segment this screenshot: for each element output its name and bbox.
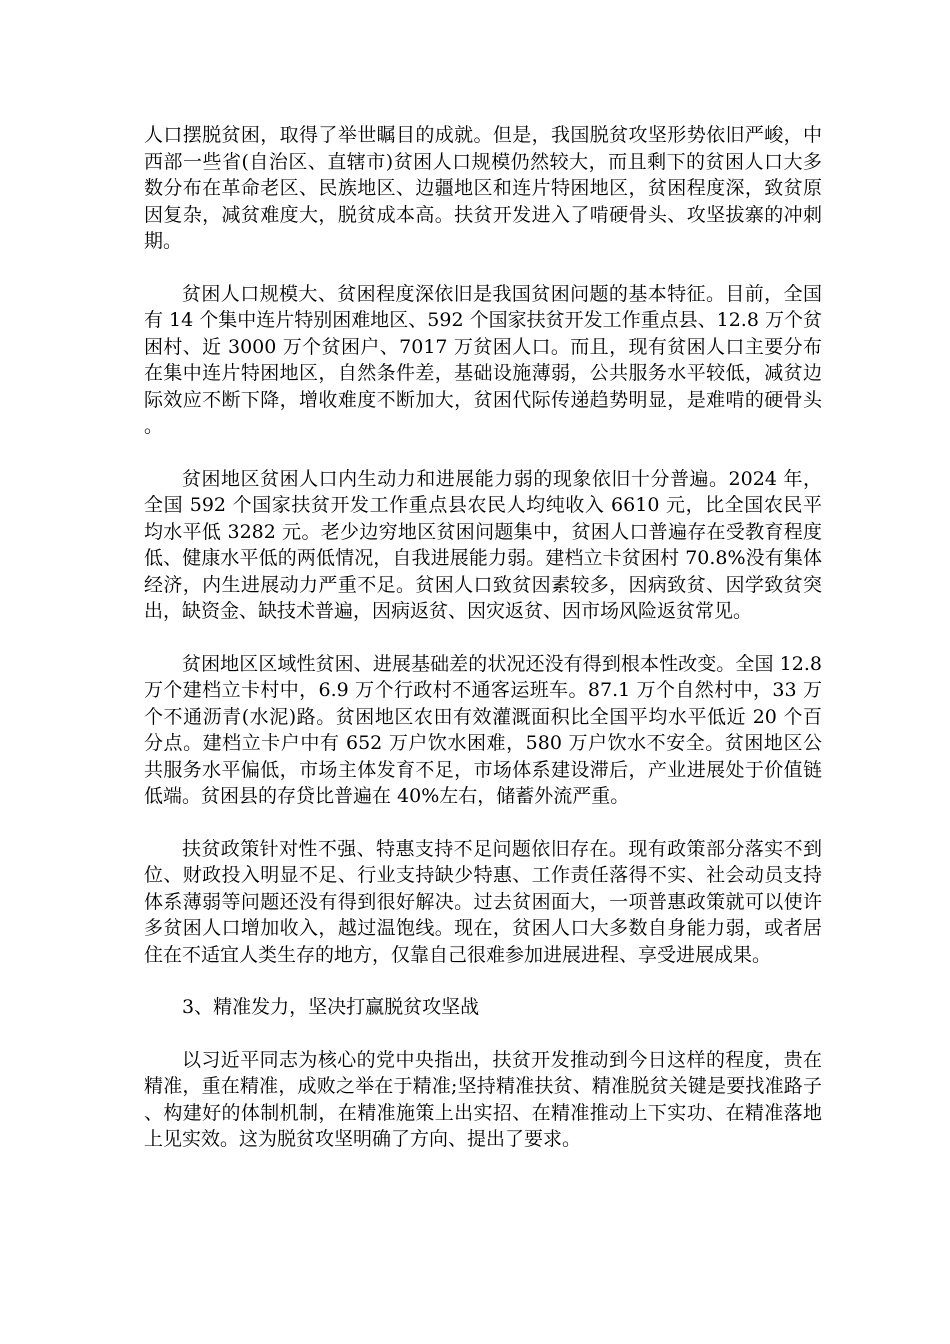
paragraph-development-capacity: 贫困地区贫困人口内生动力和进展能力弱的现象依旧十分普遍。2024 年，全国 592 个国家扶贫开发工作重点县农民人均纯收入 6610 元，比全国农民平均水平低 3282 元。老少边穷地区贫困问题集中，贫困人口普遍存在受教育程度低、健康水平低的两低情况，自我进展能力弱。建档立卡贫困村 70.8%没有集体经济，内生进展动力严重不足。贫困人口致贫因素较多，因病致贫、因学致贫突出，缺资金、缺技术普遍，因病返贫、因灾返贫、因市场风险返贫常见。 — [144, 467, 822, 622]
paragraph-regional-poverty: 贫困地区区域性贫困、进展基础差的状况还没有得到根本性改变。全国 12.8 万个建档立卡村中，6.9 万个行政村不通客运班车。87.1 万个自然村中，33 万个不通沥青(水泥)路。贫困地区农田有效灌溉面积比全国平均水平低近 20 个百分点。建档立卡户中有 652 万户饮水困难，580 万户饮水不安全。贫困地区公共服务水平偏低，市场主体发育不足，市场体系建设滞后，产业进展处于价值链低端。贫困县的存贷比普遍在 40%左右，储蓄外流严重。 — [144, 652, 822, 807]
paragraph-precision-strategy: 以习近平同志为核心的党中央指出，扶贫开发推动到今日这样的程度，贵在精准，重在精准，成败之举在于精准;坚持精准扶贫、精准脱贫关键是要找准路子、构建好的体制机制，在精准施策上出实招、在精准推动上下实功、在精准落地上见实效。这为脱贫攻坚明确了方向、提出了要求。 — [144, 1048, 822, 1150]
paragraph-poverty-scale: 贫困人口规模大、贫困程度深依旧是我国贫困问题的基本特征。目前，全国有 14 个集中连片特别困难地区、592 个国家扶贫开发工作重点县、12.8 万个贫困村、近 3000 万个贫困户、7017 万贫困人口。而且，现有贫困人口主要分布在集中连片特困地区，自然条件差，基础设施薄弱，公共服务水平较低，减贫边际效应不断下降，增收难度不断加大，贫困代际传递趋势明显，是难啃的硬骨头。 — [144, 282, 822, 437]
section-heading: 3、精准发力，坚决打赢脱贫攻坚战 — [182, 996, 480, 1018]
paragraph-intro: 人口摆脱贫困，取得了举世瞩目的成就。但是，我国脱贫攻坚形势依旧严峻，中西部一些省(自治区、直辖市)贫困人口规模仍然较大，而且剩下的贫困人口大多数分布在革命老区、民族地区、边疆地区和连片特困地区，贫困程度深，致贫原因复杂，减贫难度大，脱贫成本高。扶贫开发进入了啃硬骨头、攻坚拔寨的冲刺期。 — [144, 124, 822, 252]
document-page — [144, 122, 822, 1179]
paragraph-policy-issues: 扶贫政策针对性不强、特惠支持不足问题依旧存在。现有政策部分落实不到位、财政投入明显不足、行业支持缺少特惠、工作责任落得不实、社会动员支持体系薄弱等问题还没有得到很好解决。过去贫困面大，一项普惠政策就可以使许多贫困人口增加收入，越过温饱线。现在，贫困人口大多数自身能力弱，或者居住在不适宜人类生存的地方，仅靠自己很难参加进展进程、享受进展成果。 — [144, 837, 822, 966]
